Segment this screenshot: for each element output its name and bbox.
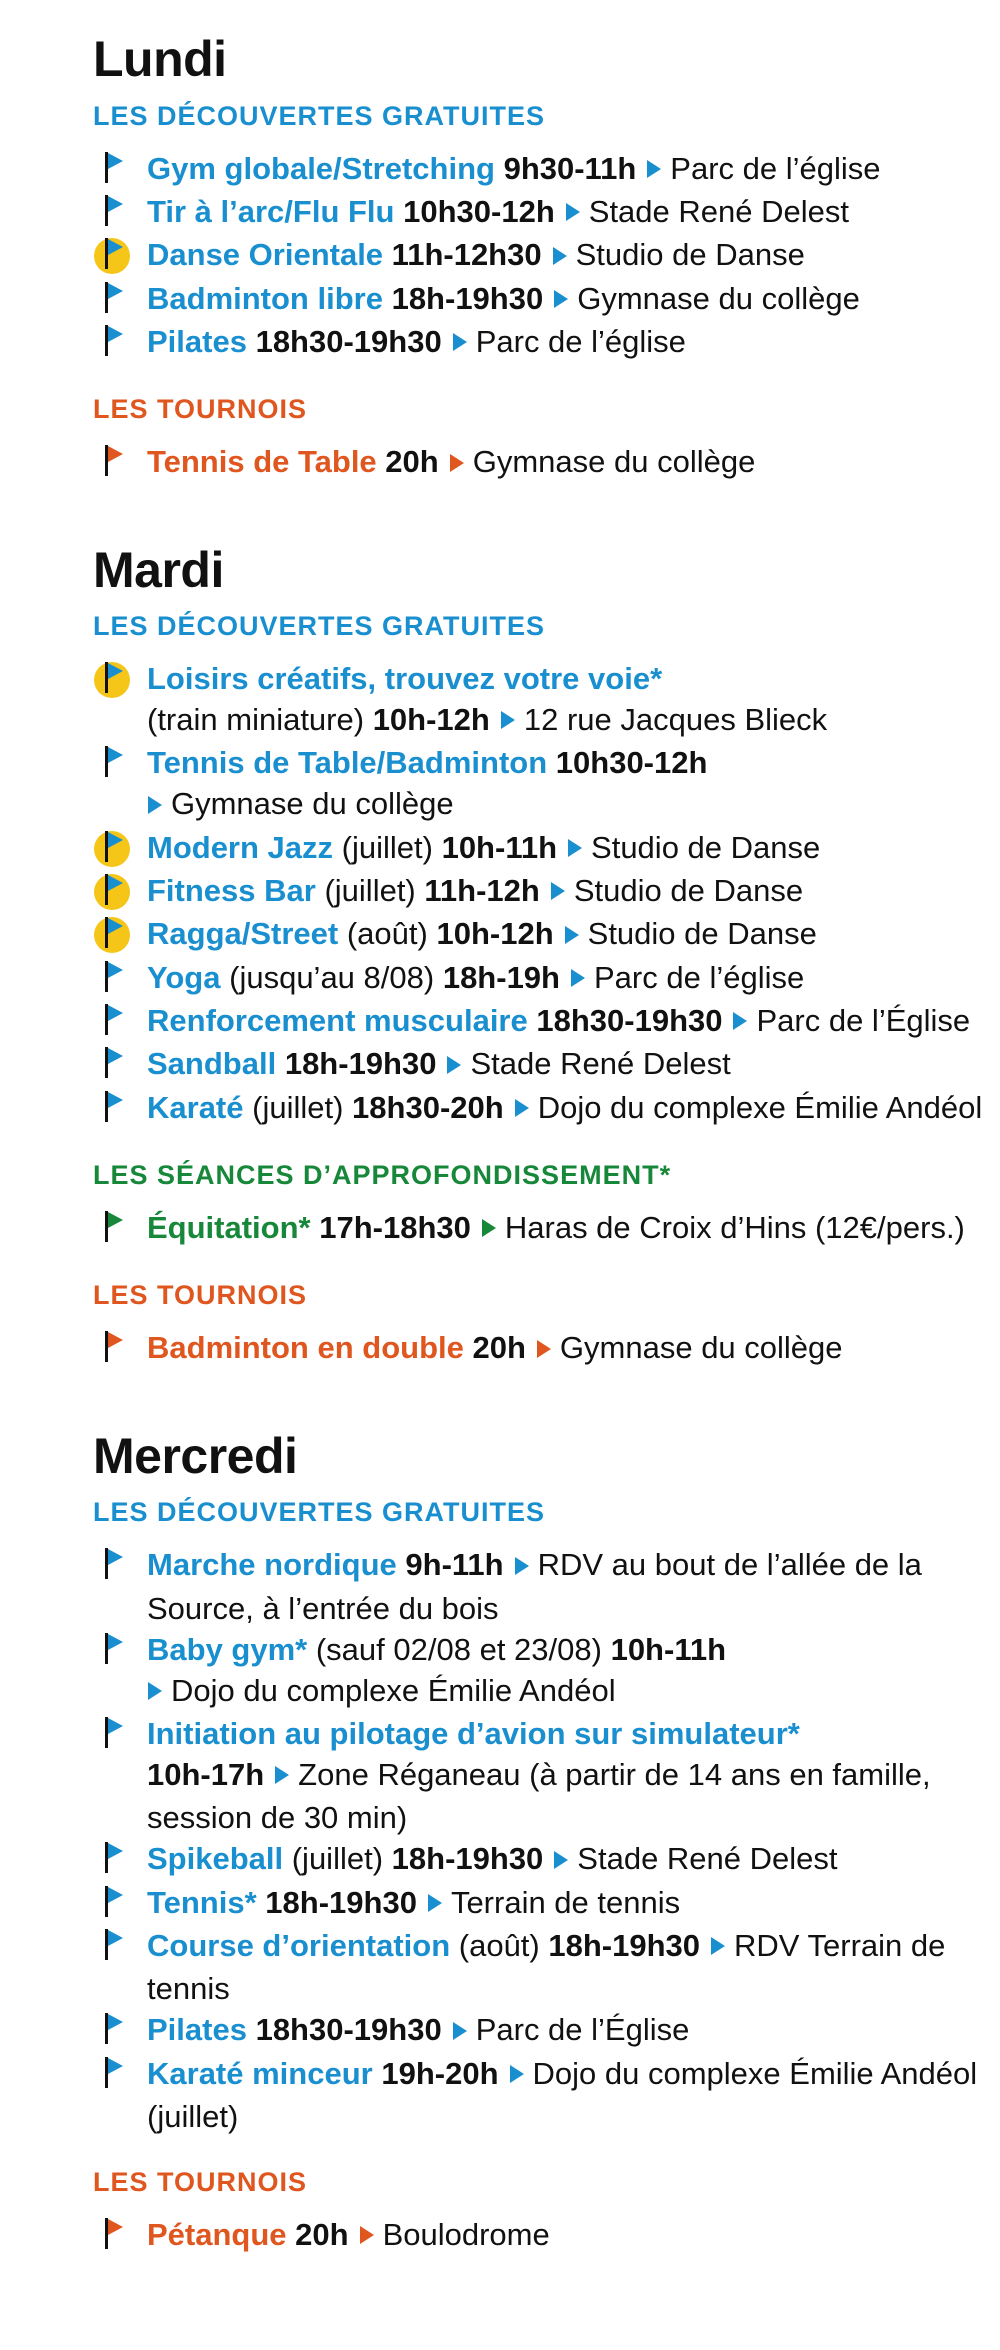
flag-blue-icon: [93, 278, 135, 319]
activity-time: 18h30-19h30: [255, 323, 442, 359]
activity-list: [93, 1207, 1000, 1250]
list-item: [93, 827, 1000, 870]
flag-blue-icon: [93, 1838, 135, 1879]
activity-note: (jusqu’au 8/08): [229, 959, 435, 995]
activity-time: 9h30-11h: [503, 150, 637, 186]
day-title: Mercredi: [93, 1427, 298, 1484]
list-item: [93, 1925, 1000, 2009]
activity-name: Badminton libre: [147, 280, 383, 316]
activity-time: 10h-12h: [372, 702, 490, 738]
flag-blue-icon: [93, 1629, 135, 1670]
activity-note: (juillet): [252, 1089, 344, 1125]
list-item: [93, 1882, 1000, 1925]
activity-time: 9h-11h: [405, 1547, 504, 1583]
list-item: [93, 148, 1000, 191]
list-item: [93, 1544, 1000, 1628]
list-item: [93, 913, 1000, 956]
list-item: [93, 234, 1000, 277]
flag-badge-icon: [93, 870, 135, 911]
activity-time: 11h-12h: [424, 873, 540, 909]
activity-name: Course d’orientation: [147, 1927, 451, 1963]
activity-name: Loisirs créatifs, trouvez votre voie*: [147, 661, 663, 697]
list-item: [93, 1000, 1000, 1043]
list-item: [93, 2053, 1000, 2137]
day-title: Mardi: [93, 541, 224, 598]
flag-blue-icon: [93, 191, 135, 232]
activity-place: Studio de Danse: [591, 829, 821, 865]
arrow-icon: [553, 1839, 569, 1880]
activity-list: [93, 658, 1000, 1130]
arrow-icon: [449, 442, 465, 483]
flag-blue-icon: [93, 1087, 135, 1128]
section-title: LES TOURNOIS: [93, 2166, 308, 2197]
activity-place: Dojo du complexe Émilie Andéol: [171, 1672, 616, 1708]
activity-time: 18h-19h: [442, 959, 560, 995]
activity-place: Gymnase du collège: [472, 444, 756, 480]
activity-place: Stade René Delest: [470, 1046, 731, 1082]
day-mardi: [93, 539, 1000, 1425]
activity-time: 11h-12h30: [391, 237, 542, 273]
arrow-icon: [536, 1328, 552, 1369]
activity-list: [93, 441, 1000, 484]
flag-blue-icon: [93, 1000, 135, 1041]
list-item: [93, 957, 1000, 1000]
activity-time: 10h-17h: [147, 1757, 265, 1792]
activity-time: 10h-12h: [436, 916, 554, 952]
activity-note: (sauf 02/08 et 23/08): [315, 1631, 602, 1667]
list-item: [93, 742, 1000, 826]
activity-name: Initiation au pilotage d’avion sur simulateur*: [147, 1716, 800, 1751]
activity-place: 12 rue Jacques Blieck: [523, 702, 828, 738]
list-item: [93, 441, 1000, 484]
activity-note: (août): [458, 1927, 540, 1963]
activity-time: 20h: [385, 444, 439, 480]
activity-place: Parc de l’église: [594, 959, 805, 995]
activity-time: 19h-20h: [381, 2055, 499, 2091]
list-item: [93, 870, 1000, 913]
activity-time: 10h-11h: [441, 829, 558, 865]
activity-name: Renforcement musculaire: [147, 1003, 528, 1039]
flag-blue-icon: [93, 742, 135, 783]
list-item: [93, 1838, 1000, 1881]
arrow-icon: [500, 699, 516, 740]
list-item: [93, 278, 1000, 321]
activity-time: 10h30-12h: [403, 193, 555, 229]
flag-blue-icon: [93, 1713, 135, 1754]
activity-name: Baby gym*: [147, 1631, 308, 1667]
section-title: LES TOURNOIS: [93, 394, 308, 425]
activity-name: Yoga: [147, 959, 221, 995]
list-item: [93, 191, 1000, 234]
flag-blue-icon: [93, 148, 135, 189]
arrow-icon: [553, 278, 569, 319]
flag-badge-icon: [93, 234, 135, 275]
activity-place: RDV au bout de l’allée de la Source, à l’entrée du bois: [147, 1547, 922, 1626]
activity-place: Gymnase du collège: [171, 786, 454, 822]
list-item: [93, 658, 1000, 742]
activity-name: Gym globale/Stretching: [147, 150, 495, 186]
activity-name: Danse Orientale: [147, 237, 384, 273]
activity-time: 20h: [472, 1330, 526, 1366]
arrow-icon: [274, 1754, 290, 1795]
arrow-icon: [481, 1207, 497, 1248]
activity-name: Ragga/Street: [147, 916, 339, 952]
arrow-icon: [732, 1000, 748, 1041]
flag-green-icon: [93, 1207, 135, 1248]
activity-name: Badminton en double: [147, 1330, 464, 1366]
flag-badge-icon: [93, 913, 135, 954]
list-item: [93, 321, 1000, 364]
activity-place: Boulodrome: [382, 2216, 550, 2252]
activity-name: Tir à l’arc/Flu Flu: [147, 193, 395, 229]
activity-note: (train miniature): [147, 702, 365, 738]
activity-name: Karaté minceur: [147, 2055, 373, 2091]
activity-place: Terrain de tennis: [450, 1884, 681, 1920]
flag-orange-icon: [93, 441, 135, 482]
activity-note: (août): [346, 916, 428, 952]
activity-time: 18h30-19h30: [536, 1003, 723, 1039]
activity-place: Dojo du complexe Émilie Andéol (juillet): [147, 2055, 978, 2134]
activity-time: 18h-19h30: [265, 1884, 417, 1920]
activity-name: Fitness Bar: [147, 873, 316, 909]
arrow-icon: [452, 321, 468, 362]
flag-blue-icon: [93, 1882, 135, 1923]
activity-name: Pilates: [147, 323, 247, 359]
flag-badge-icon: [93, 658, 135, 699]
activity-name: Modern Jazz: [147, 829, 334, 865]
activity-name: Karaté: [147, 1089, 244, 1125]
list-item: [93, 1207, 1000, 1250]
activity-place: Dojo du complexe Émilie Andéol: [537, 1089, 983, 1125]
section-title: LES TOURNOIS: [93, 1280, 308, 1311]
section-title: LES SÉANCES D’APPROFONDISSEMENT*: [93, 1159, 672, 1190]
list-item: [93, 2009, 1000, 2052]
activity-list: [93, 148, 1000, 365]
list-item: [93, 2214, 1000, 2257]
activity-time: 18h-19h30: [391, 1841, 544, 1877]
flag-blue-icon: [93, 2009, 135, 2050]
activity-name: Pilates: [147, 2012, 247, 2048]
activity-time: 18h30-19h30: [255, 2012, 442, 2048]
activity-name: Équitation*: [147, 1210, 311, 1246]
activity-name: Spikeball: [147, 1841, 284, 1877]
section-title: LES DÉCOUVERTES GRATUITES: [93, 100, 546, 131]
flag-orange-icon: [93, 1327, 135, 1368]
activity-place: Studio de Danse: [587, 916, 817, 952]
arrow-icon: [147, 1670, 163, 1711]
activity-place: Parc de l’église: [475, 323, 686, 359]
activity-time: 18h-19h30: [284, 1046, 437, 1082]
activity-note: (juillet): [324, 873, 416, 909]
arrow-icon: [514, 1545, 530, 1586]
list-item: [93, 1629, 1000, 1713]
activity-list: [93, 2214, 1000, 2257]
activity-time: 18h-19h30: [391, 280, 544, 316]
day-lundi: [93, 28, 1000, 539]
activity-name: Marche nordique: [147, 1547, 397, 1583]
section-title: LES DÉCOUVERTES GRATUITES: [93, 1497, 546, 1528]
activity-place: Haras de Croix d’Hins (12€/pers.): [504, 1210, 965, 1246]
activity-note: (juillet): [341, 829, 433, 865]
activity-place: Studio de Danse: [575, 237, 805, 273]
day-mercredi: [93, 1425, 1000, 2312]
activity-time: 17h-18h30: [319, 1210, 471, 1246]
activity-list: [93, 1544, 1000, 2137]
arrow-icon: [550, 870, 566, 911]
list-item: [93, 1087, 1000, 1130]
activity-place: Gymnase du collège: [577, 280, 860, 316]
flag-blue-icon: [93, 1544, 135, 1585]
arrow-icon: [446, 1044, 462, 1085]
activity-place: RDV Terrain de tennis: [147, 1927, 946, 2007]
activity-place: Stade René Delest: [577, 1841, 838, 1877]
flag-blue-icon: [93, 1925, 135, 1966]
activity-place: Parc de l’église: [670, 150, 881, 186]
arrow-icon: [567, 827, 583, 868]
flag-badge-icon: [93, 827, 135, 868]
flag-blue-icon: [93, 957, 135, 998]
section-title: LES DÉCOUVERTES GRATUITES: [93, 611, 546, 642]
activity-name: Sandball: [147, 1046, 277, 1082]
arrow-icon: [509, 2053, 525, 2094]
flag-blue-icon: [93, 1043, 135, 1084]
arrow-icon: [646, 148, 662, 189]
activity-name: Tennis de Table: [147, 444, 377, 480]
list-item: [93, 1713, 1000, 1838]
day-title: Lundi: [93, 31, 227, 87]
activity-name: Tennis de Table/Badminton: [147, 745, 548, 781]
activity-name: Tennis*: [147, 1884, 257, 1920]
flag-blue-icon: [93, 321, 135, 362]
arrow-icon: [359, 2214, 375, 2255]
flag-blue-icon: [93, 2053, 135, 2094]
activity-place: Studio de Danse: [573, 873, 804, 909]
activity-place: Stade René Delest: [588, 193, 849, 229]
activity-time: 18h30-20h: [352, 1089, 504, 1125]
arrow-icon: [564, 914, 580, 955]
activity-place: Parc de l’Église: [756, 1003, 971, 1039]
arrow-icon: [565, 191, 581, 232]
activity-time: 18h-19h30: [548, 1927, 701, 1963]
flag-orange-icon: [93, 2214, 135, 2255]
activity-place: Parc de l’Église: [475, 2012, 690, 2048]
activity-time: 10h-11h: [610, 1631, 727, 1667]
activity-place: Gymnase du collège: [559, 1330, 843, 1366]
activity-time: 20h: [295, 2216, 349, 2252]
activity-note: (juillet): [291, 1841, 384, 1877]
list-item: [93, 1043, 1000, 1086]
arrow-icon: [427, 1882, 443, 1923]
activity-name: Pétanque: [147, 2216, 287, 2252]
arrow-icon: [147, 784, 163, 825]
activity-list: [93, 1327, 1000, 1370]
arrow-icon: [552, 235, 568, 276]
activity-place: Zone Réganeau (à partir de 14 ans en famille, session de 30 min): [147, 1757, 931, 1836]
list-item: [93, 1327, 1000, 1370]
arrow-icon: [514, 1087, 530, 1128]
activity-time: 10h30-12h: [555, 745, 708, 781]
arrow-icon: [710, 1925, 726, 1966]
arrow-icon: [452, 2010, 468, 2051]
arrow-icon: [570, 957, 586, 998]
